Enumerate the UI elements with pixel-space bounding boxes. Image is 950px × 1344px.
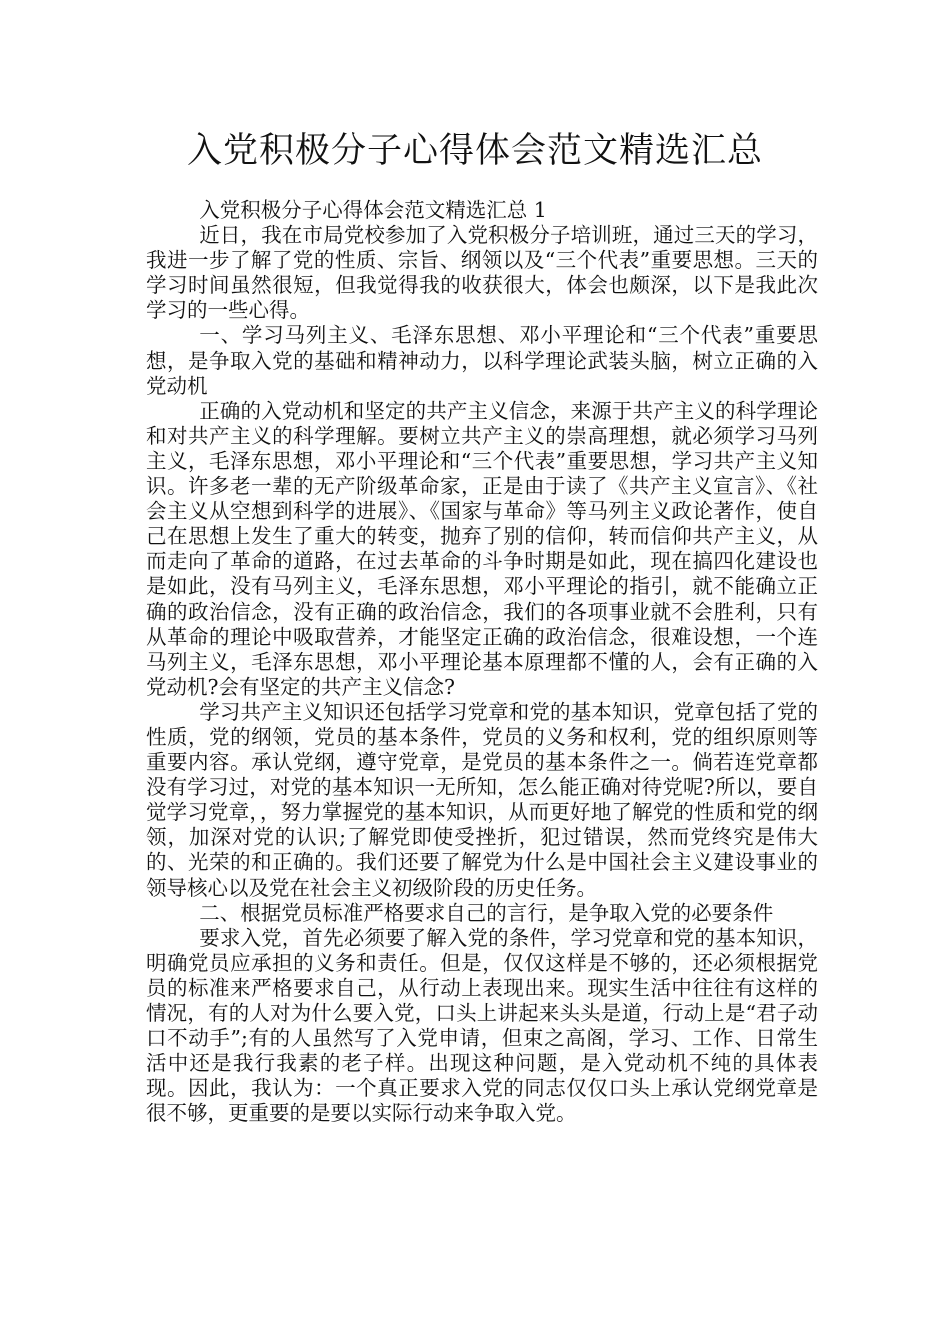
document-body bbox=[146, 198, 818, 1126]
section-heading-part-one: 一、学习马列主义、毛泽东思想、邓小平理论和“三个代表”重要思想，是争取入党的基础和精神动力，以科学理论武装头脑，树立正确的入党动机 bbox=[146, 323, 818, 398]
paragraph-action: 要求入党，首先必须要了解入党的条件，学习党章和党的基本知识，明确党员应承担的义务和责任。但是，仅仅这样是不够的，还必须根据党员的标准来严格要求自己，从行动上表现出来。现实生活中往往有这样的情况，有的人对为什么要入党，口头上讲起来头头是道，行动上是“君子动口不动手”;有的人虽然写了入党申请，但束之高阁，学习、工作、日常生活中还是我行我素的老子样。出现这种问题，是入党动机不纯的具体表现。因此，我认为：一个真正要求入党的同志仅仅口头上承认党纲党章是很不够，更重要的是要以实际行动来争取入党。 bbox=[146, 925, 818, 1126]
paragraph-party-constitution: 学习共产主义知识还包括学习党章和党的基本知识，党章包括了党的性质，党的纲领，党员的基本条件，党员的义务和权利，党的组织原则等重要内容。承认党纲，遵守党章，是党员的基本条件之一。倘若连党章都没有学习过，对党的基本知识一无所知，怎么能正确对待党呢?所以，要自觉学习党章，，努力掌握党的基本知识，从而更好地了解党的性质和党的纲领，加深对党的认识;了解党即使受挫折，犯过错误，然而党终究是伟大的、光荣的和正确的。我们还要了解党为什么是中国社会主义建设事业的领导核心以及党在社会主义初级阶段的历史任务。 bbox=[146, 699, 818, 900]
paragraph-intro: 近日，我在市局党校参加了入党积极分子培训班，通过三天的学习，我进一步了解了党的性质、宗旨、纲领以及“三个代表”重要思想。三天的学习时间虽然很短，但我觉得我的收获很大，体会也颇深，以下是我此次学习的一些心得。 bbox=[146, 223, 818, 323]
section-heading-1: 入党积极分子心得体会范文精选汇总 1 bbox=[199, 198, 547, 222]
paragraph-motivation: 正确的入党动机和坚定的共产主义信念，来源于共产主义的科学理论和对共产主义的科学理解。要树立共产主义的崇高理想，就必须学习马列主义，毛泽东思想，邓小平理论和“三个代表”重要思想，学习共产主义知识。许多老一辈的无产阶级革命家，正是由于读了《共产主义宣言》、《社会主义从空想到科学的进展》、《国家与革命》等马列主义政论著作，使自己在思想上发生了重大的转变，抛弃了别的信仰，转而信仰共产主义，从而走向了革命的道路，在过去革命的斗争时期是如此，现在搞四化建设也是如此，没有马列主义，毛泽东思想，邓小平理论的指引，就不能确立正确的政治信念，没有正确的政治信念，我们的各项事业就不会胜利，只有从革命的理论中吸取营养，才能坚定正确的政治信念，很难设想，一个连马列主义，毛泽东思想，邓小平理论基本原理都不懂的人，会有正确的入党动机?会有坚定的共产主义信念? bbox=[146, 398, 818, 699]
section-heading-part-two: 二、根据党员标准严格要求自己的言行，是争取入党的必要条件 bbox=[199, 900, 774, 925]
document-title: 入党积极分子心得体会范文精选汇总 bbox=[186, 131, 763, 171]
